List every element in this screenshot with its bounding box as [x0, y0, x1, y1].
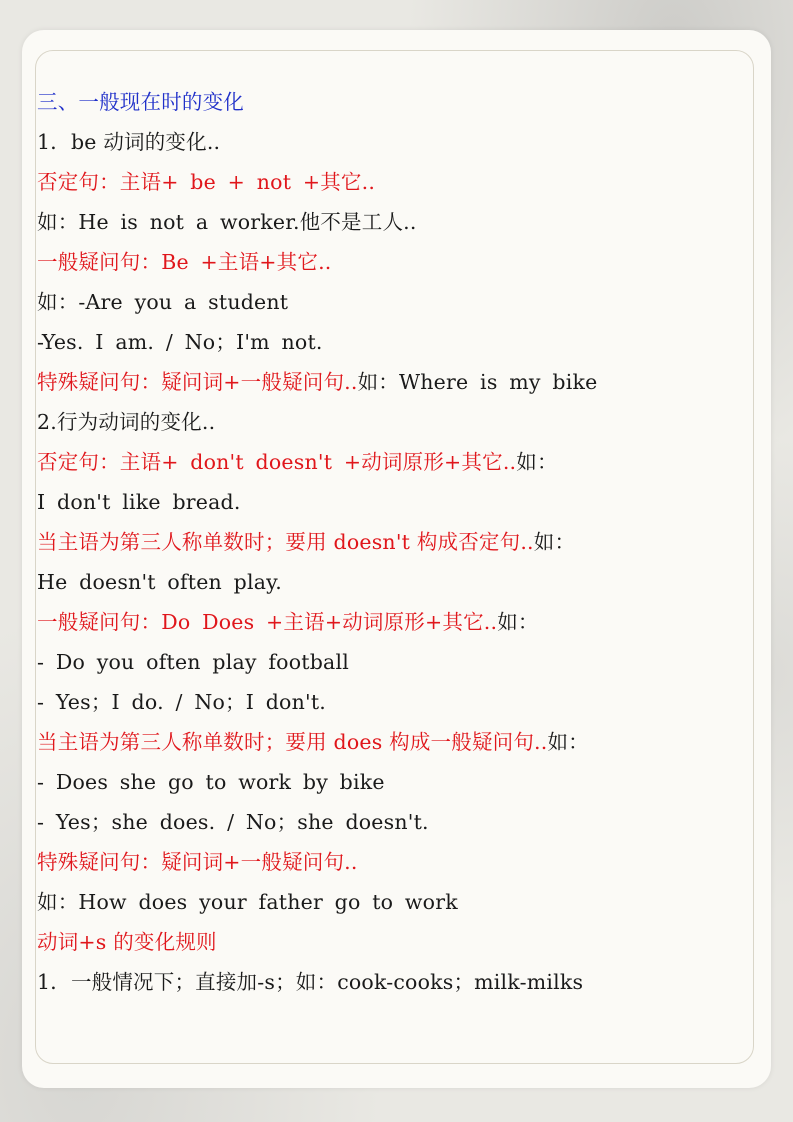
rule-line	[37, 362, 717, 402]
line-text: 一般疑问句：Do Does +主语+动词原形+其它..	[37, 610, 498, 634]
line-text: 特殊疑问句：疑问词+一般疑问句..	[37, 370, 358, 394]
line-text: - Do you often play football	[37, 650, 349, 674]
line-text: 三、一般现在时的变化	[37, 90, 244, 114]
subheading-action-verb	[37, 402, 717, 442]
line-text: - Yes；I do. / No；I don't.	[37, 690, 326, 714]
rule-line	[37, 242, 717, 282]
subheading-be-verb	[37, 122, 717, 162]
line-text: - Yes；she does. / No；she doesn't.	[37, 810, 429, 834]
line-text: 1．be 动词的变化..	[37, 130, 221, 154]
line-text: 2.行为动词的变化..	[37, 410, 216, 434]
rule-line	[37, 962, 717, 1002]
example-line	[37, 202, 717, 242]
line-text: 如：-Are you a student	[37, 290, 289, 314]
line-text: 如：	[497, 610, 539, 634]
line-text: 一般疑问句：Be +主语+其它..	[37, 250, 332, 274]
example-line	[37, 682, 717, 722]
line-text: 如：	[516, 450, 558, 474]
example-line	[37, 802, 717, 842]
example-line	[37, 762, 717, 802]
example-line	[37, 642, 717, 682]
line-text: 如：	[533, 530, 576, 554]
line-text: 当主语为第三人称单数时；要用 doesn't 构成否定句..	[37, 530, 534, 554]
example-line	[37, 482, 717, 522]
rule-line	[37, 442, 717, 482]
line-text: 动词+s 的变化规则	[37, 930, 217, 954]
subheading-verb-s-rules	[37, 922, 717, 962]
document-content	[37, 82, 717, 1002]
line-text: 否定句：主语+ don't doesn't +动词原形+其它..	[37, 450, 517, 474]
line-text: -Yes. I am. / No；I'm not.	[37, 330, 323, 354]
line-text: 如：He is not a worker.他不是工人..	[37, 210, 417, 234]
line-text: I don't like bread.	[37, 490, 241, 514]
line-text: 当主语为第三人称单数时；要用 does 构成一般疑问句..	[37, 730, 548, 754]
line-text: - Does she go to work by bike	[37, 770, 385, 794]
example-line	[37, 322, 717, 362]
example-line	[37, 882, 717, 922]
line-text: 否定句：主语+ be + not +其它..	[37, 170, 376, 194]
example-line	[37, 562, 717, 602]
line-text: 如：Where is my bike	[357, 370, 598, 394]
rule-line	[37, 722, 717, 762]
rule-line	[37, 162, 717, 202]
rule-line	[37, 602, 717, 642]
line-text: 如：How does your father go to work	[37, 890, 458, 914]
line-text: 1．一般情况下；直接加-s；如：cook-cooks；milk-milks	[37, 970, 584, 994]
line-text: 如：	[547, 730, 589, 754]
line-text: He doesn't often play.	[37, 570, 282, 594]
example-line	[37, 282, 717, 322]
rule-line	[37, 522, 717, 562]
line-text: 特殊疑问句：疑问词+一般疑问句..	[37, 850, 358, 874]
section-heading	[37, 82, 717, 122]
rule-line	[37, 842, 717, 882]
